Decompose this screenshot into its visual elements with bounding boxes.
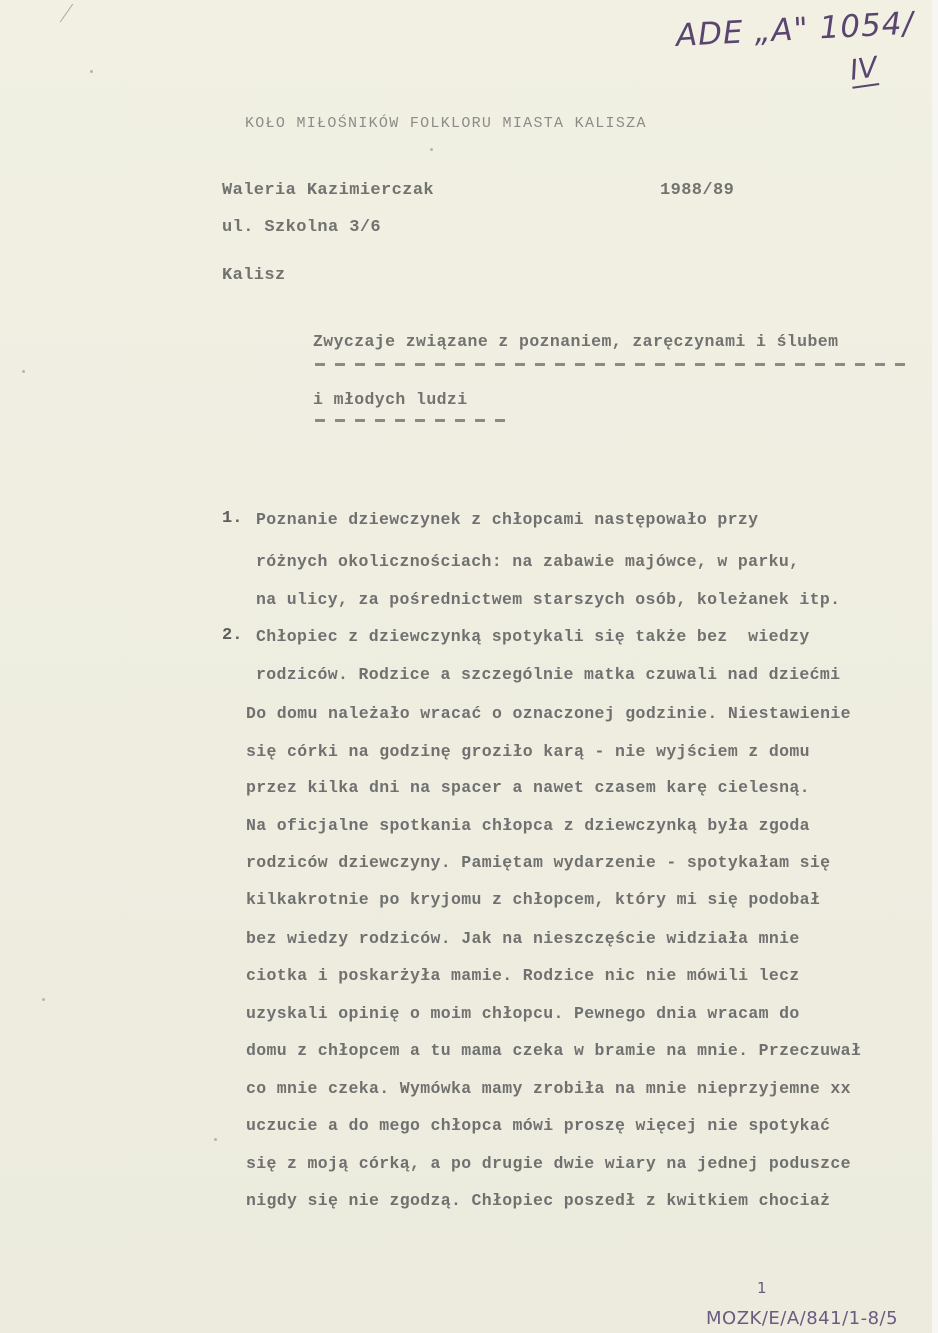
- item-2-line-7: rodziców dziewczyny. Pamiętam wydarzenie - spotykałam się: [246, 853, 831, 872]
- page-number-mark: 1: [757, 1279, 767, 1297]
- scan-edge: [932, 0, 938, 1333]
- paper-speck: [22, 370, 25, 373]
- item-2-line-14: uczucie a do mego chłopca mówi proszę więcej nie spotykać: [246, 1116, 831, 1135]
- item-2-line-12: domu z chłopcem a tu mama czeka w bramie na mnie. Przeczuwał: [246, 1041, 862, 1060]
- paper-speck: [214, 1138, 217, 1141]
- organization-header: KOŁO MIŁOŚNIKÓW FOLKLORU MIASTA KALISZA: [245, 115, 647, 132]
- document-year: 1988/89: [660, 181, 735, 200]
- author-name: Waleria Kazimierczak: [222, 181, 435, 200]
- item-2-line-4: się córki na godzinę groziło karą - nie wyjściem z domu: [246, 742, 810, 761]
- item-2-line-3: Do domu należało wracać o oznaczonej godzinie. Niestawienie: [246, 704, 851, 723]
- archive-code-top: ADE „A" 1054/: [675, 5, 915, 54]
- author-street: ul. Szkolna 3/6: [222, 218, 382, 237]
- item-2-line-15: się z moją córką, a po drugie dwie wiary na jednej poduszce: [246, 1154, 851, 1173]
- item-number-1: 1.: [222, 509, 243, 528]
- item-1-line-2: różnych okolicznościach: na zabawie majówce, w parku,: [256, 552, 800, 571]
- paper-speck: [90, 70, 93, 73]
- item-2-line-16: nigdy się nie zgodzą. Chłopiec poszedł z kwitkiem chociaż: [246, 1191, 831, 1210]
- item-number-2: 2.: [222, 626, 243, 645]
- item-2-line-2: rodziców. Rodzice a szczególnie matka czuwali nad dziećmi: [256, 665, 841, 684]
- paper-speck: [430, 148, 433, 151]
- author-city: Kalisz: [222, 266, 286, 285]
- paper-speck: [42, 998, 45, 1001]
- paper-scratch: [60, 4, 73, 23]
- archive-signature-bottom: MOZK/E/A/841/1-8/5: [706, 1308, 899, 1329]
- title-underline-2: [315, 419, 507, 422]
- item-2-line-10: ciotka i poskarżyła mamie. Rodzice nic nie mówili lecz: [246, 966, 800, 985]
- document-title-line-2: i młodych ludzi: [313, 390, 468, 409]
- item-2-line-9: bez wiedzy rodziców. Jak na nieszczęście widziała mnie: [246, 929, 800, 948]
- item-2-line-6: Na oficjalne spotkania chłopca z dziewczynką była zgoda: [246, 816, 810, 835]
- item-2-line-11: uzyskali opinię o moim chłopcu. Pewnego dnia wracam do: [246, 1004, 800, 1023]
- title-underline-1: [315, 363, 907, 366]
- item-2-line-5: przez kilka dni na spacer a nawet czasem karę cielesną.: [246, 778, 810, 797]
- item-1-line-3: na ulicy, za pośrednictwem starszych osób, koleżanek itp.: [256, 590, 841, 609]
- item-1-line-1: Poznanie dziewczynek z chłopcami następowało przy: [256, 510, 759, 529]
- item-2-line-8: kilkakrotnie po kryjomu z chłopcem, który mi się podobał: [246, 890, 821, 909]
- item-2-line-13: co mnie czeka. Wymówka mamy zrobiła na mnie nieprzyjemne xx: [246, 1079, 851, 1098]
- archive-code-top-suffix: IV: [847, 50, 880, 87]
- document-title-line-1: Zwyczaje związane z poznaniem, zaręczynami i ślubem: [313, 332, 839, 351]
- item-2-line-1: Chłopiec z dziewczynką spotykali się także bez wiedzy: [256, 627, 810, 646]
